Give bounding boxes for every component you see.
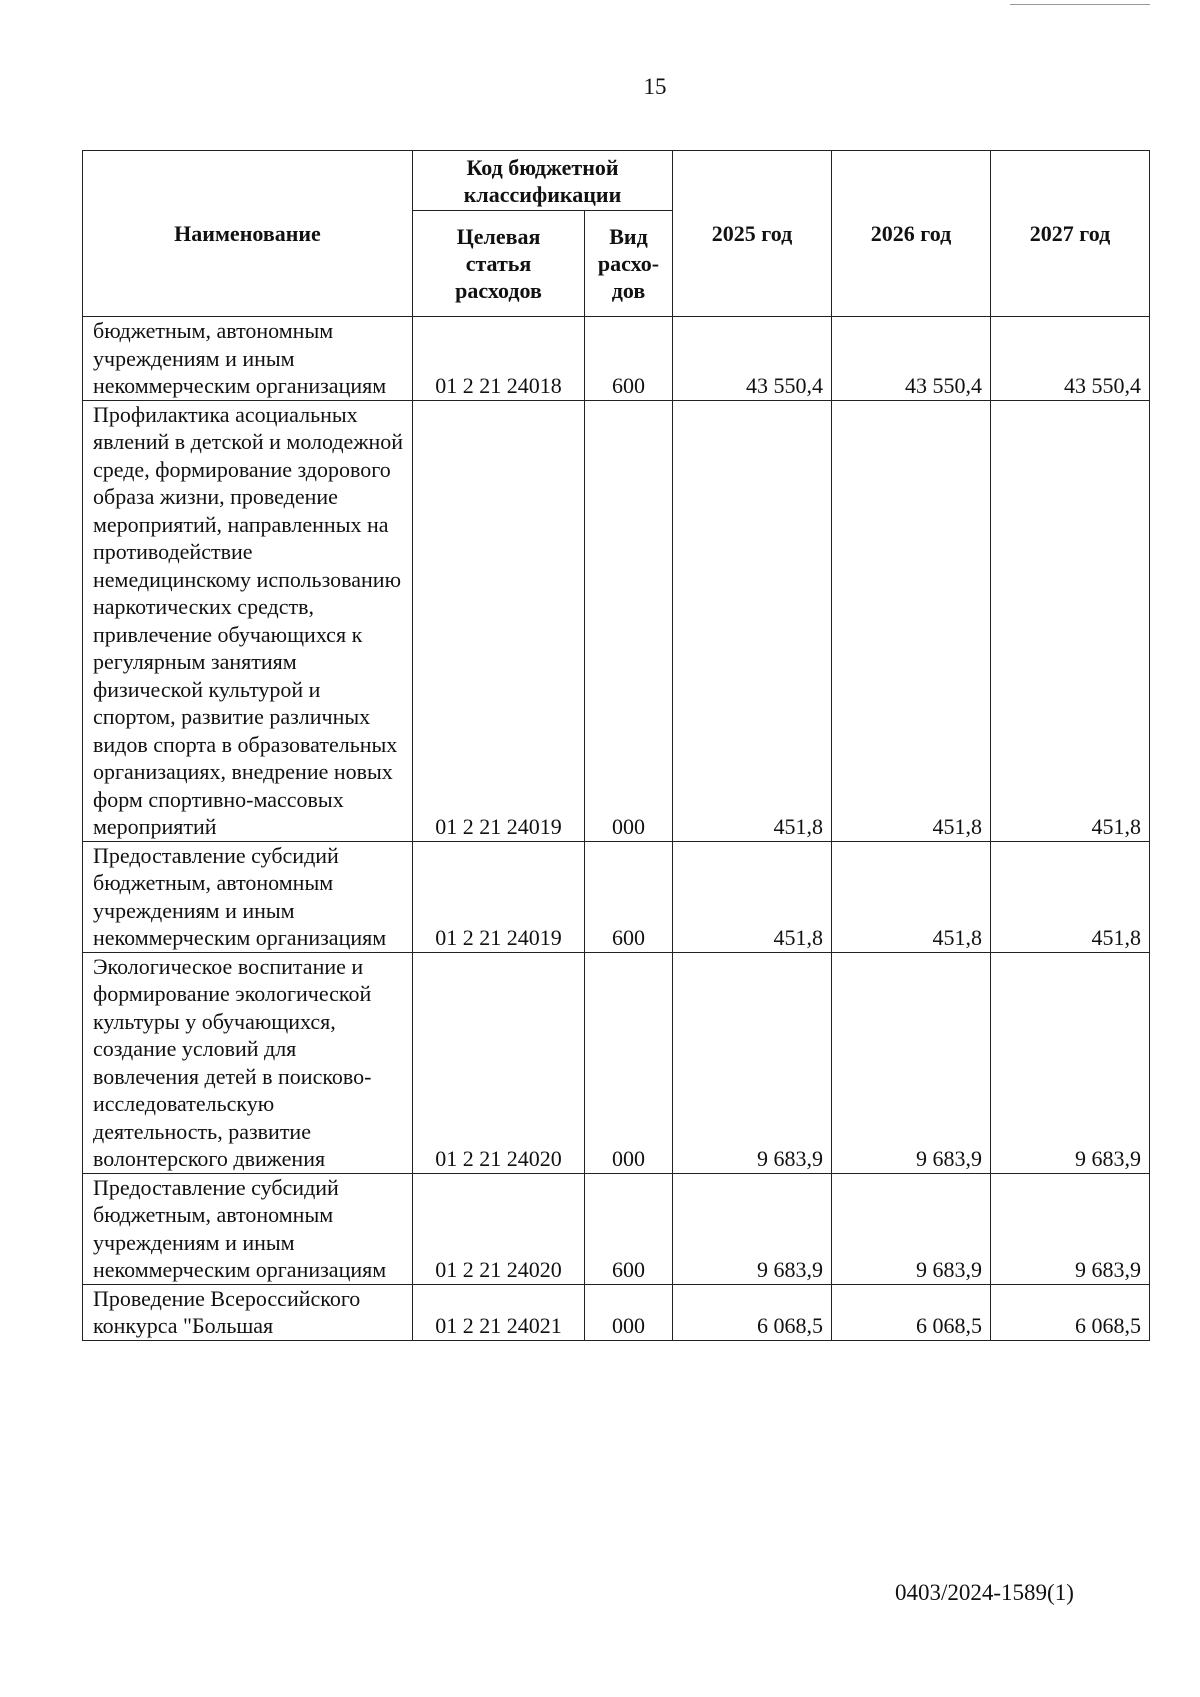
header-code-group: Код бюджетной классификации [413, 151, 673, 211]
row-value-2025: 451,8 [673, 841, 832, 952]
row-target-code: 01 2 21 24020 [413, 952, 585, 1173]
row-kind-code: 000 [585, 1284, 673, 1340]
row-target-code: 01 2 21 24019 [413, 841, 585, 952]
row-value-2027: 451,8 [991, 400, 1150, 841]
header-target: Целевая статья расходов [413, 211, 585, 317]
row-value-2026: 6 068,5 [832, 1284, 991, 1340]
header-2025: 2025 год [673, 151, 832, 317]
row-value-2026: 451,8 [832, 400, 991, 841]
row-name: Предоставление субсидий бюджетным, автономным учреждениям и иным некоммерческим организациям [83, 1173, 413, 1284]
row-target-code: 01 2 21 24018 [413, 317, 585, 401]
row-value-2027: 9 683,9 [991, 952, 1150, 1173]
top-rule [1010, 4, 1150, 5]
row-value-2027: 451,8 [991, 841, 1150, 952]
row-name: Предоставление субсидий бюджетным, автономным учреждениям и иным некоммерческим организациям [83, 841, 413, 952]
row-name: Проведение Всероссийского конкурса "Большая [83, 1284, 413, 1340]
row-name: бюджетным, автономным учреждениям и иным некоммерческим организациям [83, 317, 413, 401]
table-row [83, 1284, 1150, 1340]
row-kind-code: 600 [585, 317, 673, 401]
row-value-2026: 9 683,9 [832, 1173, 991, 1284]
row-value-2025: 9 683,9 [673, 952, 832, 1173]
header-name: Наименование [83, 151, 413, 317]
budget-table [82, 150, 1150, 1341]
row-target-code: 01 2 21 24020 [413, 1173, 585, 1284]
table-row [83, 400, 1150, 841]
header-2027: 2027 год [991, 151, 1150, 317]
row-value-2025: 43 550,4 [673, 317, 832, 401]
row-value-2026: 43 550,4 [832, 317, 991, 401]
header-kind: Вид расхо-дов [585, 211, 673, 317]
footer-code: 0403/2024-1589(1) [895, 1580, 1074, 1605]
row-name: Экологическое воспитание и формирование экологической культуры у обучающихся, создание условий для вовлечения детей в поисково-исследовательскую деятельность, развитие волонтерского движения [83, 952, 413, 1173]
table-row [83, 317, 1150, 401]
row-value-2025: 9 683,9 [673, 1173, 832, 1284]
row-value-2025: 6 068,5 [673, 1284, 832, 1340]
row-kind-code: 600 [585, 841, 673, 952]
row-value-2027: 6 068,5 [991, 1284, 1150, 1340]
row-value-2026: 451,8 [832, 841, 991, 952]
row-name: Профилактика асоциальных явлений в детской и молодежной среде, формирование здорового образа жизни, проведение мероприятий, направленных на противодействие немедицинскому использованию наркотических средств, привлечение обучающихся к регулярным занятиям физической культурой и спортом, развитие различных видов спорта в образовательных организациях, внедрение новых форм спортивно-массовых мероприятий [83, 400, 413, 841]
row-target-code: 01 2 21 24021 [413, 1284, 585, 1340]
page-number: 15 [643, 74, 667, 99]
row-target-code: 01 2 21 24019 [413, 400, 585, 841]
table-row [83, 952, 1150, 1173]
row-value-2025: 451,8 [673, 400, 832, 841]
row-kind-code: 000 [585, 952, 673, 1173]
row-kind-code: 000 [585, 400, 673, 841]
row-value-2027: 9 683,9 [991, 1173, 1150, 1284]
row-kind-code: 600 [585, 1173, 673, 1284]
header-2026: 2026 год [832, 151, 991, 317]
row-value-2027: 43 550,4 [991, 317, 1150, 401]
row-value-2026: 9 683,9 [832, 952, 991, 1173]
table-row [83, 841, 1150, 952]
table-row [83, 1173, 1150, 1284]
